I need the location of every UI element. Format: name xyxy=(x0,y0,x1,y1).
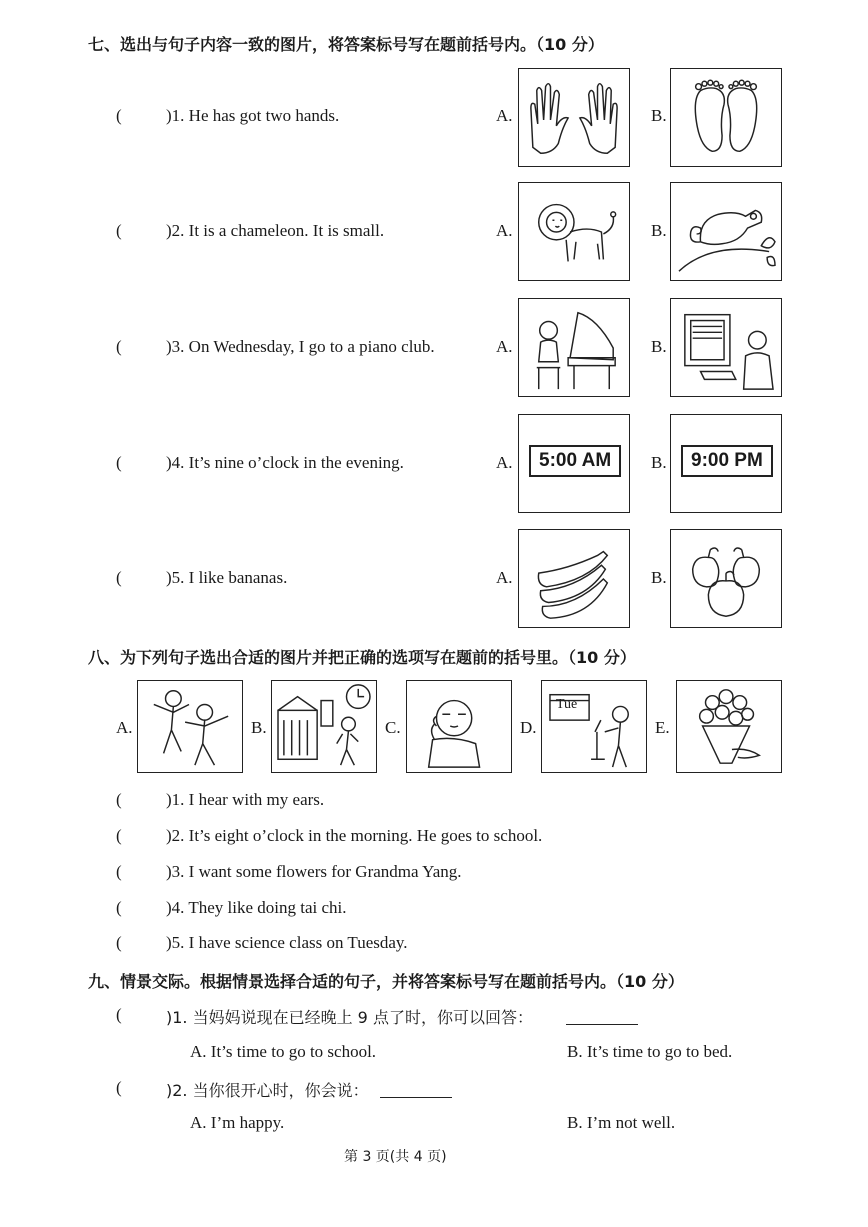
option-label-a: A. xyxy=(496,453,513,472)
question-text: )3. On Wednesday, I go to a piano club. xyxy=(166,337,435,356)
going-to-school-picture xyxy=(271,680,377,773)
question-text: )1. He has got two hands. xyxy=(166,106,340,125)
computer-picture xyxy=(670,298,782,397)
answer-blank[interactable] xyxy=(566,1024,638,1025)
two-hands-picture xyxy=(518,68,630,167)
question-text: )1. 当妈妈说现在已经晚上 9 点了时，你可以回答： xyxy=(166,1008,533,1027)
flowers-picture xyxy=(676,680,782,773)
question-text: )5. I like bananas. xyxy=(166,568,288,587)
option-label-a: A. xyxy=(496,337,513,356)
option-label-b: B. xyxy=(651,337,667,356)
section-9-heading: 九、情景交际。根据情景选择合适的句子，并将答案标号写在题前括号内。（10 分） xyxy=(88,972,684,991)
option-a: A. It’s time to go to school. xyxy=(190,1042,377,1061)
answer-paren[interactable]: ( xyxy=(116,862,122,881)
two-feet-picture xyxy=(670,68,782,167)
lion-picture xyxy=(518,182,630,281)
answer-paren[interactable]: ( xyxy=(116,568,122,587)
listening-ear-picture xyxy=(406,680,512,773)
question-text: )2. It’s eight o’clock in the morning. He goes to school. xyxy=(166,826,543,845)
picture-label-c: C. xyxy=(385,718,401,737)
answer-paren[interactable]: ( xyxy=(116,898,122,917)
digital-time-9pm: 9:00 PM xyxy=(681,445,773,477)
chameleon-picture xyxy=(670,182,782,281)
answer-paren[interactable]: ( xyxy=(116,453,122,472)
picture-label-a: A. xyxy=(116,718,133,737)
option-label-b: B. xyxy=(651,453,667,472)
question-text: )2. It is a chameleon. It is small. xyxy=(166,221,385,240)
option-label-a: A. xyxy=(496,568,513,587)
answer-paren[interactable]: ( xyxy=(116,1005,122,1024)
option-b: B. It’s time to go to bed. xyxy=(567,1042,733,1061)
clock-9pm-picture xyxy=(670,414,782,513)
question-text: )1. I hear with my ears. xyxy=(166,790,325,809)
option-label-b: B. xyxy=(651,221,667,240)
question-text: )4. It’s nine o’clock in the evening. xyxy=(166,453,404,472)
answer-paren[interactable]: ( xyxy=(116,337,122,356)
answer-paren[interactable]: ( xyxy=(116,106,122,125)
option-label-b: B. xyxy=(651,568,667,587)
answer-blank[interactable] xyxy=(380,1097,452,1098)
question-text: )2. 当你很开心时，你会说： xyxy=(166,1081,369,1100)
option-a: A. I’m happy. xyxy=(190,1113,285,1132)
bananas-picture xyxy=(518,529,630,628)
science-class-picture xyxy=(541,680,647,773)
answer-paren[interactable]: ( xyxy=(116,826,122,845)
clock-5am-picture xyxy=(518,414,630,513)
tai-chi-picture xyxy=(137,680,243,773)
option-b: B. I’m not well. xyxy=(567,1113,676,1132)
answer-paren[interactable]: ( xyxy=(116,1078,122,1097)
answer-paren[interactable]: ( xyxy=(116,933,122,952)
page-footer: 第 3 页(共 4 页) xyxy=(344,1149,447,1165)
picture-label-b: B. xyxy=(251,718,267,737)
picture-label-d: D. xyxy=(520,718,537,737)
piano-picture xyxy=(518,298,630,397)
answer-paren[interactable]: ( xyxy=(116,790,122,809)
option-label-b: B. xyxy=(651,106,667,125)
question-text: )3. I want some flowers for Grandma Yang. xyxy=(166,862,462,881)
digital-time-5am: 5:00 AM xyxy=(529,445,621,477)
section-7-heading: 七、选出与句子内容一致的图片，将答案标号写在题前括号内。（10 分） xyxy=(88,35,604,54)
answer-paren[interactable]: ( xyxy=(116,221,122,240)
calendar-day: Tue xyxy=(556,697,578,712)
picture-label-e: E. xyxy=(655,718,670,737)
question-text: )4. They like doing tai chi. xyxy=(166,898,347,917)
option-label-a: A. xyxy=(496,106,513,125)
option-label-a: A. xyxy=(496,221,513,240)
question-text: )5. I have science class on Tuesday. xyxy=(166,933,408,952)
section-8-heading: 八、为下列句子选出合适的图片并把正确的选项写在题前的括号里。（10 分） xyxy=(88,648,636,667)
apples-picture xyxy=(670,529,782,628)
